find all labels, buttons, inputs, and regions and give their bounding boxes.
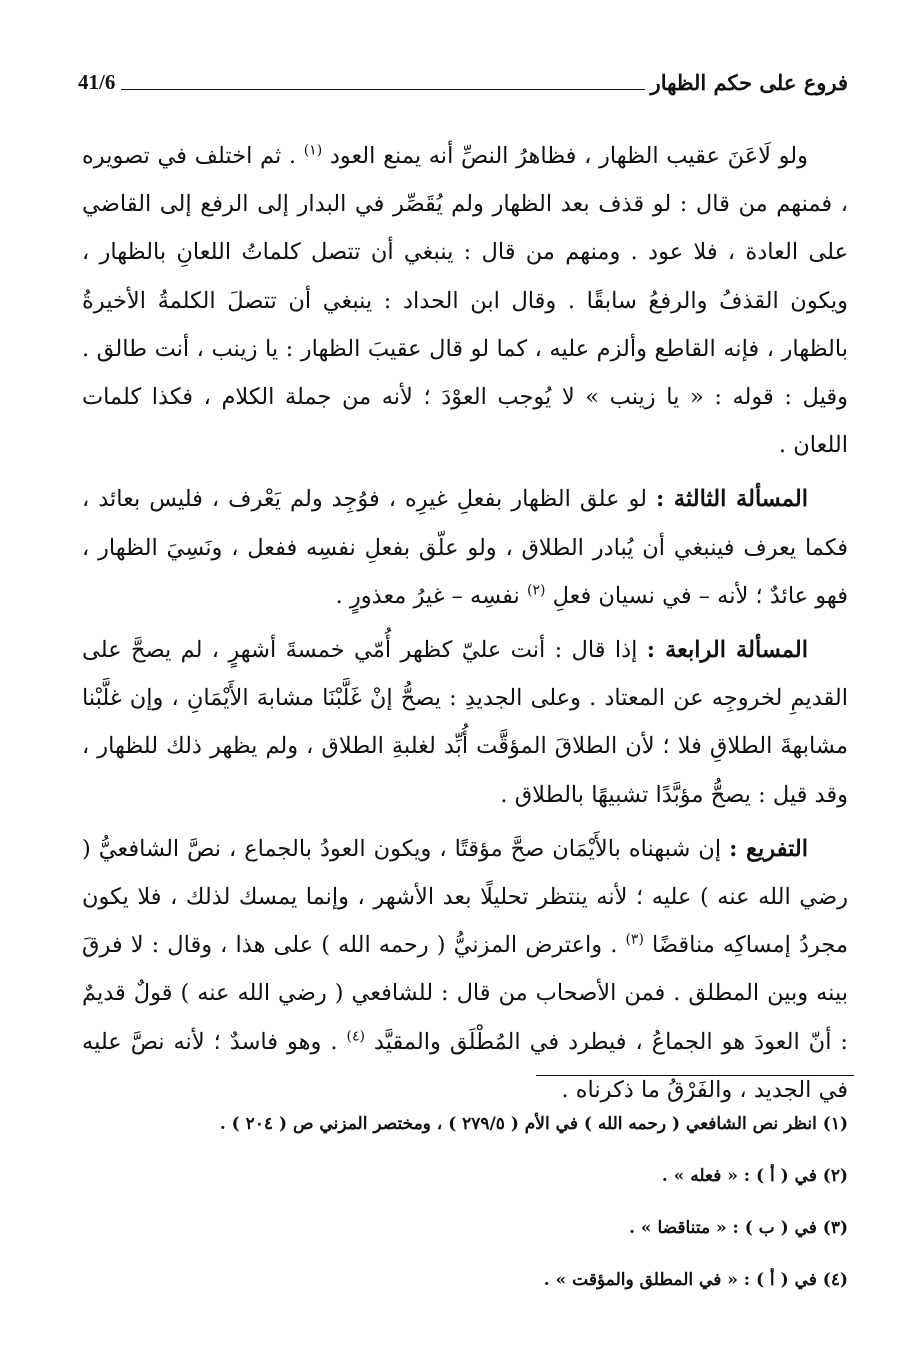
section-heading-fourth-issue: المسألة الرابعة : <box>646 637 809 664</box>
footnote-ref-4: (٤) <box>346 1028 365 1045</box>
paragraph-1-rest: . ثم اختلف في تصويره ، فمنهم من قال : لو قذف بعد الظهار ولم يُقَصِّر في البدار إلى الرفع إلى القاضي على العادة ، فلا عود . ومنهم من قال : ينبغي أن تتصل كلماتُ اللعانِ بالظهار ، ويكون القذفُ والرفعُ سابقًا . وقال ابن الحداد : ينبغي أن تتصلَ الكلمةُ الأخيرةُ بالظهار ، فإنه القاطع وألزم عليه ، كما لو قال عقيبَ الظهار : يا زينب ، أنت طالق . وقيل : قوله : « يا زينب » لا يُوجب العوْدَ ؛ لأنه من جملة الكلام ، فكذا كلمات اللعان . <box>82 143 848 459</box>
running-title: فروع على حكم الظهار <box>650 70 848 95</box>
paragraph-4-text: إن شبهناه بالأَيْمَان صحَّ مؤقتًا ، ويكون العودُ بالجماع ، نصَّ الشافعيُّ ( رضي الله عنه ) عليه ؛ لأنه ينتظر تحليلًا بعد الأشهر ، وإنما يمسك لذلك ، فلا يكون مجردُ إمساكِه مناقضًا <box>82 835 849 959</box>
section-heading-third-issue: المسألة الثالثة : <box>655 486 808 513</box>
paragraph-1 <box>82 132 848 469</box>
paragraph-2-rest: نفسِه – غيرُ معذورٍ . <box>335 582 527 609</box>
paragraph-1-text: ولو لَاعَنَ عقيب الظهار ، فظاهرُ النصِّ أنه يمنع العود <box>329 143 808 169</box>
main-text <box>82 132 848 1114</box>
paragraph-3 <box>82 626 848 819</box>
paragraph-3-text: إذا قال : أنت عليّ كظهر أُمّي خمسةَ أشهرٍ ، لم يصحَّ على القديمِ لخروجِه عن المعتاد . وعلى الجديدِ : يصحُّ إنْ غَلَّبْنَا مشابهَ الأَيْمَانِ ، وإن غلَّبْنا مشابهةَ الطلاقِ فلا ؛ لأن الطلاقَ المؤقَّت أُبِّد لغلبةِ الطلاق ، ولم يظهر ذلك للظهار ، وقد قيل : يصحُّ مؤبَّدًا تشبيهًا بالطلاق . <box>82 637 848 808</box>
paragraph-4-text-2: . واعترض المزنيُّ ( رحمه الله ) على هذا ، وقال : لا فرقَ بينه وبين المطلق . فمن الأصحاب من قال : للشافعي ( رضي الله عنه ) قولٌ قديمٌ : أنّ العودَ هو الجماعُ ، فيطرد في المُطْلَق والمقيَّد <box>82 932 848 1055</box>
paragraph-2 <box>82 475 848 620</box>
paragraph-4-rest: . وهو فاسدٌ ؛ لأنه نصَّ عليه في الجديد ، والفَرْقُ ما ذكرناه . <box>82 1028 848 1103</box>
paragraph-2-text: لو علق الظهار بفعلِ غيرِه ، فوُجِد ولم يَعْرف ، فليس بعائد ، فكما يعرف فينبغي أن يُبادر الطلاق ، ولو علّق بفعلِ نفسِه ففعل ، ونَسِيَ الظهار ، فهو عائدٌ ؛ لأنه – في نسيان فعلِ <box>82 486 848 609</box>
paragraph-4 <box>82 825 848 1114</box>
footnote-3: (٣) في ( ب ) : « متناقضا » . <box>629 1218 848 1238</box>
footnote-ref-2: (٢) <box>526 582 546 599</box>
section-heading-branching: التفريع : <box>729 835 808 862</box>
footnote-2: (٢) في ( أ ) : « فعله » . <box>661 1166 848 1186</box>
footnote-separator <box>536 1075 854 1076</box>
running-header <box>78 62 848 98</box>
footnote-1: (١) انظر نص الشافعي ( رحمه الله ) في الأم ( ٢٧٩/٥ ) ، ومختصر المزني ص ( ٢٠٤ ) . <box>219 1114 848 1134</box>
footnote-ref-1: (١) <box>303 142 323 159</box>
header-rule <box>121 89 644 90</box>
footnotes <box>82 1098 848 1306</box>
footnote-4: (٤) في ( أ ) : « في المطلق والمؤقت » . <box>543 1270 848 1290</box>
footnote-ref-3: (٣) <box>625 931 644 948</box>
page-number: 41/6 <box>78 70 116 94</box>
